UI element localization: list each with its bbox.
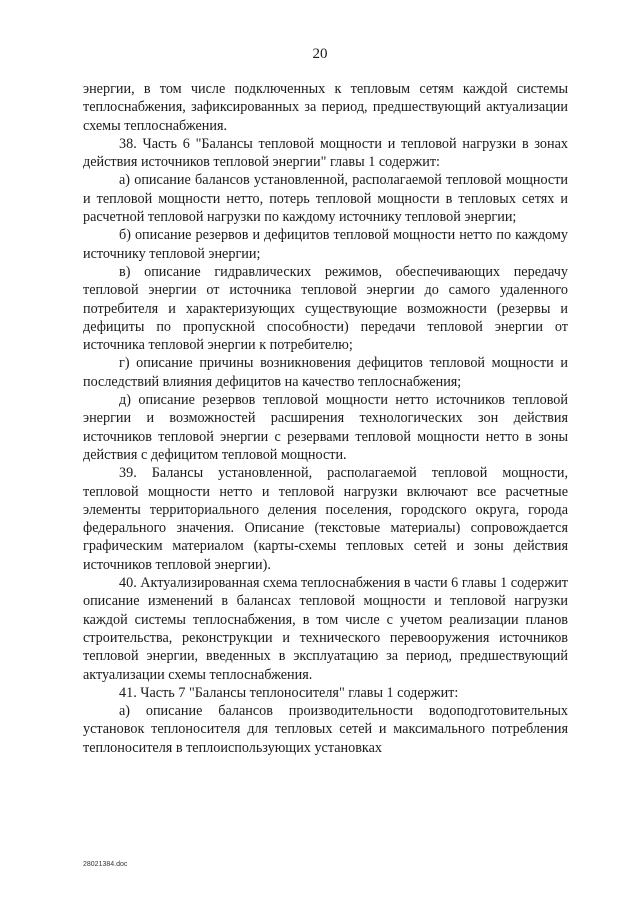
- paragraph-40: 40. Актуализированная схема теплоснабжения в части 6 главы 1 содержит описание изменений в балансах тепловой мощности и тепловой нагрузки каждой системы теплоснабжения, в том числе с учетом реализации планов строительства, реконструкции и технического перевооружения источников тепловой энергии, введенных в эксплуатацию за период, предшествующий актуализации схемы теплоснабжения.: [83, 575, 568, 683]
- paragraph-38-g: г) описание причины возникновения дефицитов тепловой мощности и последствий влияния дефицитов на качество теплоснабжения;: [83, 355, 568, 390]
- paragraph-38: 38. Часть 6 "Балансы тепловой мощности и тепловой нагрузки в зонах действия источников тепловой энергии" главы 1 содержит:: [83, 135, 568, 171]
- paragraph-41: 41. Часть 7 "Балансы теплоносителя" главы 1 содержит:: [119, 684, 459, 701]
- paragraph-38-d: д) описание резервов тепловой мощности нетто источников тепловой энергии и возможностей расширения технологических зон действия источников тепловой энергии с резервами тепловой мощности нетто в зоны действия с дефицитом тепловой мощности.: [83, 392, 568, 463]
- paragraph-continuation: энергии, в том числе подключенных к тепловым сетям каждой системы теплоснабжения, зафиксированных за период, предшествующий актуализации схемы теплоснабжения.: [83, 81, 568, 134]
- paragraph-38-a: а) описание балансов установленной, располагаемой тепловой мощности и тепловой мощности нетто, потерь тепловой мощности в тепловых сетях и расчетной тепловой нагрузки по каждому источнику тепловой энергии;: [83, 172, 568, 226]
- paragraph-38-b: б) описание резервов и дефицитов тепловой мощности нетто по каждому источнику тепловой энергии;: [83, 227, 568, 262]
- paragraph-39: 39. Балансы установленной, располагаемой тепловой мощности, тепловой мощности нетто и тепловой нагрузки включают все расчетные элементы территориального деления поселения, городского округа, города федерального значения. Описание (текстовые материалы) сопровождается графическим материалом (карты-схемы тепловых сетей и зоны действия источников тепловой энергии).: [83, 465, 568, 573]
- file-name-footer: 28021384.doc: [83, 861, 128, 868]
- paragraph-38-v: в) описание гидравлических режимов, обеспечивающих передачу тепловой энергии от источника тепловой энергии до самого удаленного потребителя и характеризующих существующие возможности (резервы и дефициты по пропускной способности) передачи тепловой энергии от источника тепловой энергии к потребителю;: [83, 263, 568, 354]
- document-body: [83, 80, 568, 757]
- page-number: 20: [312, 46, 328, 62]
- paragraph-41-a: а) описание балансов производительности водоподготовительных установок теплоносителя для тепловых сетей и максимального потребления теплоносителя в теплоиспользующих установках: [83, 703, 568, 756]
